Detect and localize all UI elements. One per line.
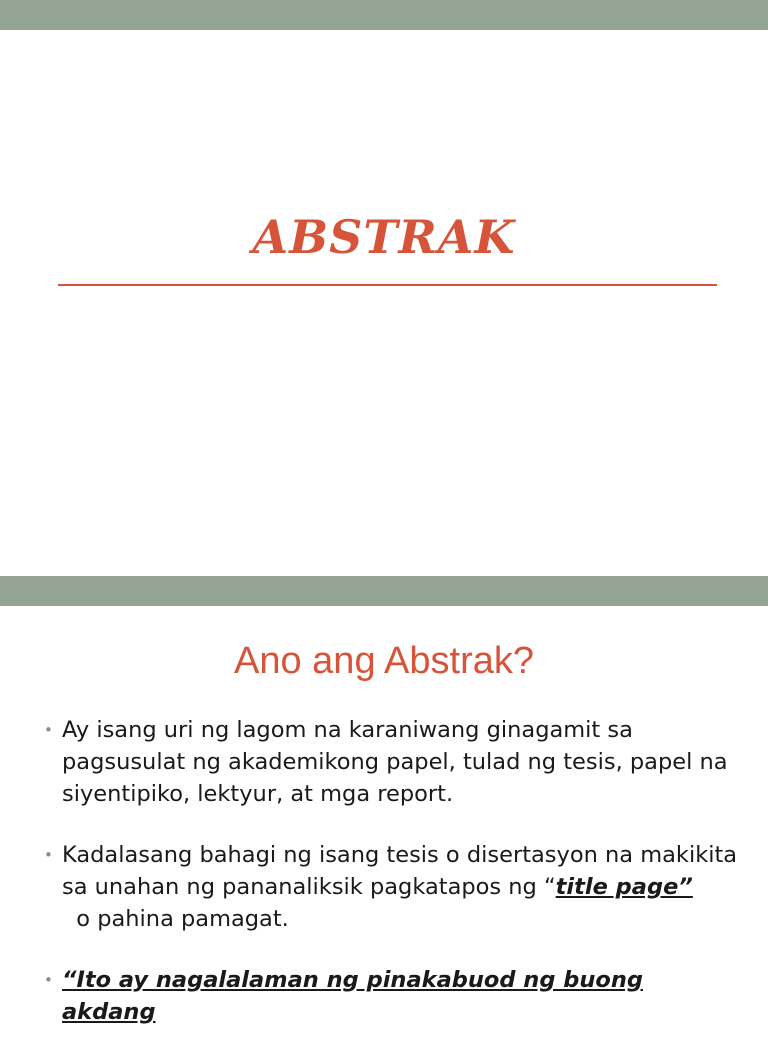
- bullet-emphasis-title-page: title page”: [555, 874, 693, 900]
- bullet-list: [44, 714, 744, 1057]
- bullet-text: Ay isang uri ng lagom na karaniwang ginagamit sa pagsusulat ng akademikong papel, tulad ng tesis, papel na siyentipiko, lektyur, at mga report.: [62, 717, 728, 807]
- bullet-item-quote: [44, 964, 744, 1028]
- bullet-item-definition: [44, 714, 744, 810]
- bullet-text-before: Kadalasang bahagi ng isang tesis o disertasyon na makikita sa unahan ng pananaliksik pagkatapos ng “: [62, 842, 738, 900]
- bullet-item-location: [44, 839, 744, 935]
- slide-divider-bar: [0, 576, 768, 606]
- slide-title-ano-ang-abstrak: Ano ang Abstrak?: [234, 640, 534, 682]
- bullet-dot-icon: •: [44, 846, 53, 864]
- slide-top-bar: [0, 0, 768, 30]
- bullet-quote-text: “Ito ay nagalalaman ng pinakabuod ng buong akdang: [62, 967, 643, 1025]
- bullet-dot-icon: •: [44, 971, 53, 989]
- bullet-dot-icon: •: [44, 721, 53, 739]
- slide-title-abstrak: ABSTRAK: [252, 210, 516, 264]
- bullet-text-after: o pahina pamagat.: [62, 906, 289, 932]
- title-underline-rule: [58, 284, 717, 286]
